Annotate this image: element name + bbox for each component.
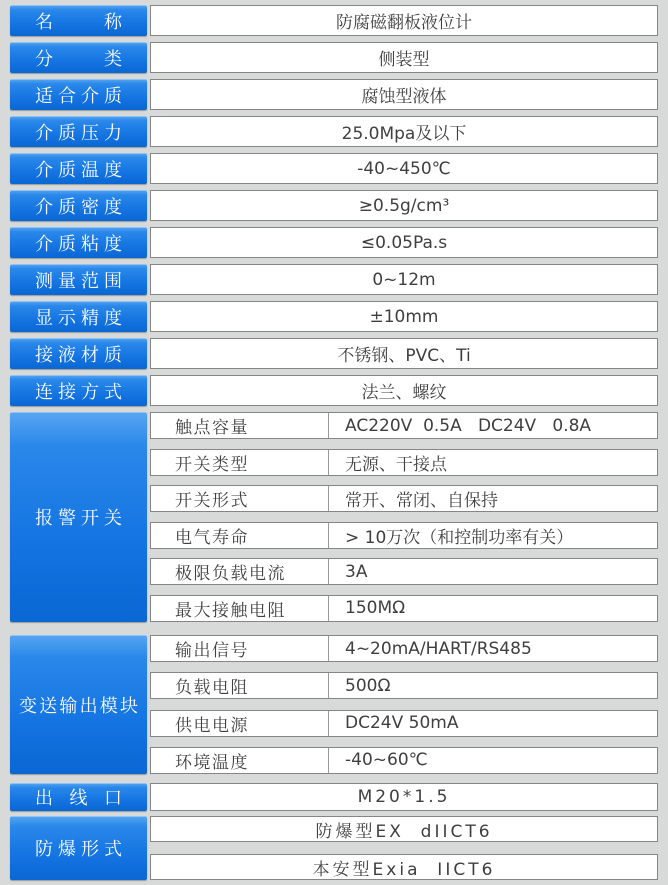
spec-row-wetted-material [10,338,658,369]
subrow-label: 开关形式 [151,486,329,511]
spec-row-suitable-medium [10,79,658,110]
group-label-text: 报警开关 [35,508,122,529]
row-label-text: 介质压力 [35,122,122,144]
transmitter-module-group [10,635,658,774]
subrow-value: 无源、干接点 [345,454,447,475]
subrow-explosion-proof-type [150,816,658,842]
row-label-text: 测量范围 [35,270,122,292]
group-label-text: 防爆形式 [35,839,122,860]
subrow-max-contact-resistance [150,595,658,622]
row-value-display-accuracy: ±10mm [150,301,658,332]
subrow-value: 150MΩ [345,598,406,619]
spec-row-display-accuracy [10,301,658,332]
subrow-limit-load-current [150,558,658,585]
row-value-medium-density: ≥0.5g/cm³ [150,190,658,221]
subrow-switch-type [150,449,658,476]
subrow-value: 防爆型EX dIICT6 [315,821,493,842]
row-label-text: 介质粘度 [35,233,122,255]
row-value-name: 防腐磁翻板液位计 [150,5,658,36]
row-label-text: 适合介质 [35,85,122,107]
subrow-label: 负载电阻 [151,673,329,698]
row-value-connection-type: 法兰、螺纹 [150,375,658,406]
subrow-value: DC24V 50mA [345,713,459,734]
spec-row-category [10,42,658,73]
alarm-switch-group [10,412,658,622]
spec-row-measuring-range [10,264,658,295]
row-label-wetted-material [10,338,147,369]
row-label-text: 分类 [35,48,122,70]
explosion-proof-subrows [150,816,658,880]
spec-row-connection-type [10,375,658,406]
row-value-category: 侧装型 [150,42,658,73]
row-label-medium-temperature [10,153,147,184]
row-label-measuring-range [10,264,147,295]
row-label-cable-entry [10,783,147,811]
subrow-label: 输出信号 [151,636,329,661]
row-value-cable-entry: M20*1.5 [150,783,658,811]
subrow-value: AC220V 0.5A DC24V 0.8A [345,415,592,436]
subrow-ambient-temperature [150,747,658,774]
row-label-text: 出线口 [35,788,122,809]
subrow-value: 常开、常闭、自保持 [345,491,498,512]
alarm-switch-group-label [10,412,147,622]
subrow-value: 4~20mA/HART/RS485 [345,638,532,659]
explosion-proof-group [10,816,658,880]
row-value-suitable-medium: 腐蚀型液体 [150,79,658,110]
row-label-text: 连接方式 [35,381,122,403]
subrow-label: 最大接触电阻 [151,596,329,621]
row-label-text: 名称 [35,11,122,33]
spec-row-medium-pressure [10,116,658,147]
subrow-power-supply [150,710,658,737]
subrow-label: 触点容量 [151,413,329,438]
group-label-text: 变送输出模块 [19,695,138,717]
subrow-label: 供电电源 [151,711,329,736]
spec-row-medium-viscosity [10,227,658,258]
row-value-measuring-range: 0~12m [150,264,658,295]
spec-row-name [10,5,658,36]
row-label-category [10,42,147,73]
row-label-text: 介质温度 [35,159,122,181]
row-value-medium-pressure: 25.0Mpa及以下 [150,116,658,147]
subrow-switch-form [150,485,658,512]
explosion-proof-group-label [10,816,147,880]
row-value-wetted-material: 不锈钢、PVC、Ti [150,338,658,369]
row-label-medium-viscosity [10,227,147,258]
row-label-text: 接液材质 [35,344,122,366]
row-value-medium-temperature: -40~450℃ [150,153,658,184]
alarm-switch-subrows [150,412,658,622]
row-label-display-accuracy [10,301,147,332]
row-label-text: 介质密度 [35,196,122,218]
subrow-contact-capacity [150,412,658,439]
row-label-medium-density [10,190,147,221]
subrow-load-resistance [150,672,658,699]
subrow-value: 500Ω [345,675,391,696]
subrow-value: 3A [345,561,368,582]
subrow-label: 电气寿命 [151,523,329,548]
row-label-text: 显示精度 [35,307,122,329]
spec-row-medium-density [10,190,658,221]
row-label-suitable-medium [10,79,147,110]
row-label-connection-type [10,375,147,406]
spec-row-cable-entry [10,783,658,811]
subrow-label: 开关类型 [151,450,329,475]
subrow-label: 极限负载电流 [151,559,329,584]
spec-row-medium-temperature [10,153,658,184]
subrow-label: 环境温度 [151,748,329,773]
row-label-name [10,5,147,36]
subrow-intrinsic-safety-type [150,854,658,880]
subrow-value: > 10万次（和控制功率有关） [345,527,574,548]
subrow-value: -40~60℃ [345,750,428,771]
subrow-value: 本安型Exia IICT6 [312,859,496,880]
transmitter-module-group-label [10,635,147,774]
subrow-electrical-life [150,522,658,549]
transmitter-module-subrows [150,635,658,774]
subrow-output-signal [150,635,658,662]
row-label-medium-pressure [10,116,147,147]
row-value-medium-viscosity: ≤0.05Pa.s [150,227,658,258]
